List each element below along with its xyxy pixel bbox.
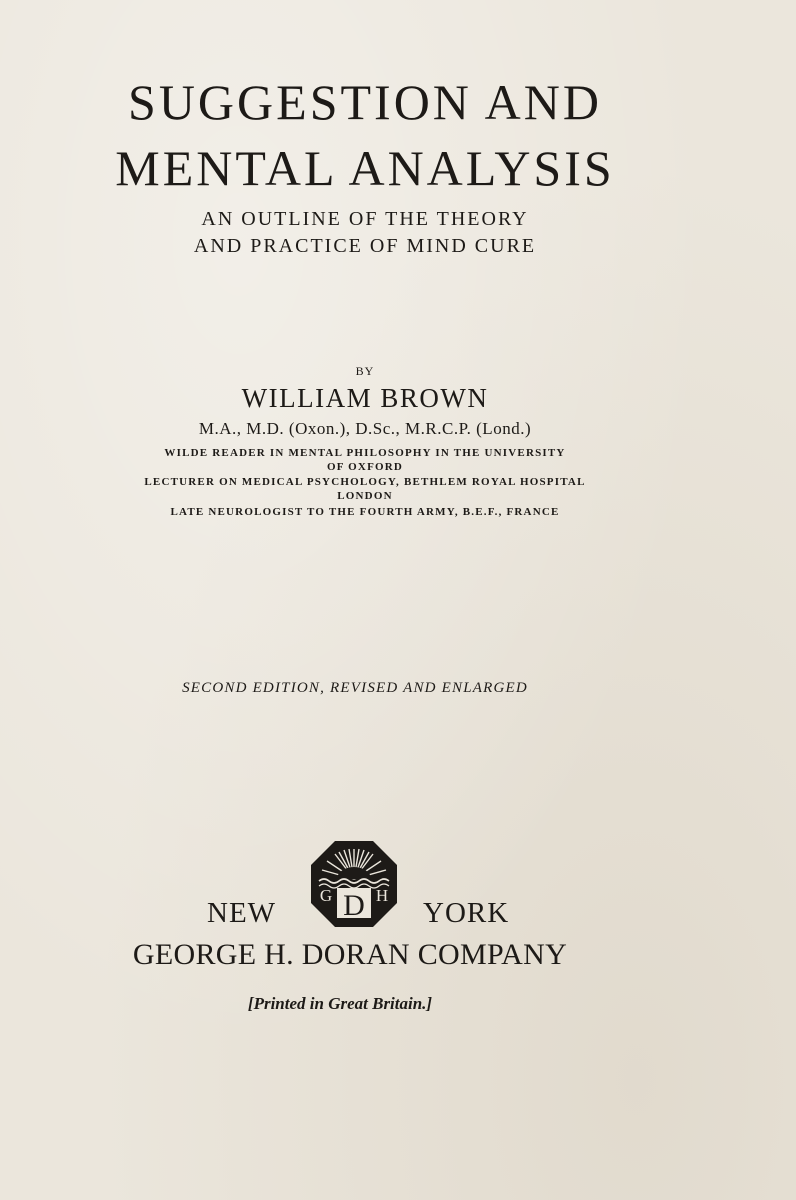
imprint-place-york: YORK [423,897,510,929]
book-subtitle-line-2: AND PRACTICE OF MIND CURE [193,235,537,257]
book-title-line-2: MENTAL ANALYSIS [115,140,615,196]
byline: BY [355,364,375,378]
author-credential: LONDON [337,490,393,502]
book-title-line-1: SUGGESTION AND [128,74,602,130]
svg-text:H: H [375,886,389,905]
author-credential: WILDE READER IN MENTAL PHILOSOPHY IN THE UNIVERSITY [164,447,566,459]
author-credential: LATE NEUROLOGIST TO THE FOURTH ARMY, B.E.F., FRANCE [170,506,560,518]
publisher-logo-icon [309,839,399,929]
book-subtitle-line-1: AN OUTLINE OF THE THEORY [201,208,529,230]
publisher-name: GEORGE H. DORAN COMPANY [132,938,568,971]
author-credential: OF OXFORD [326,461,404,473]
edition-statement: SECOND EDITION, REVISED AND ENLARGED [182,680,528,696]
svg-text:D: D [343,889,365,922]
printed-note: [Printed in Great Britain.] [247,994,433,1013]
author-credential: LECTURER ON MEDICAL PSYCHOLOGY, BETHLEM ROYAL HOSPITAL [144,476,586,488]
author-name: WILLIAM BROWN [241,383,489,413]
author-degrees: M.A., M.D. (Oxon.), D.Sc., M.R.C.P. (Lond.) [198,419,532,438]
imprint-place-new: NEW [207,897,277,929]
svg-text:G: G [319,886,333,905]
